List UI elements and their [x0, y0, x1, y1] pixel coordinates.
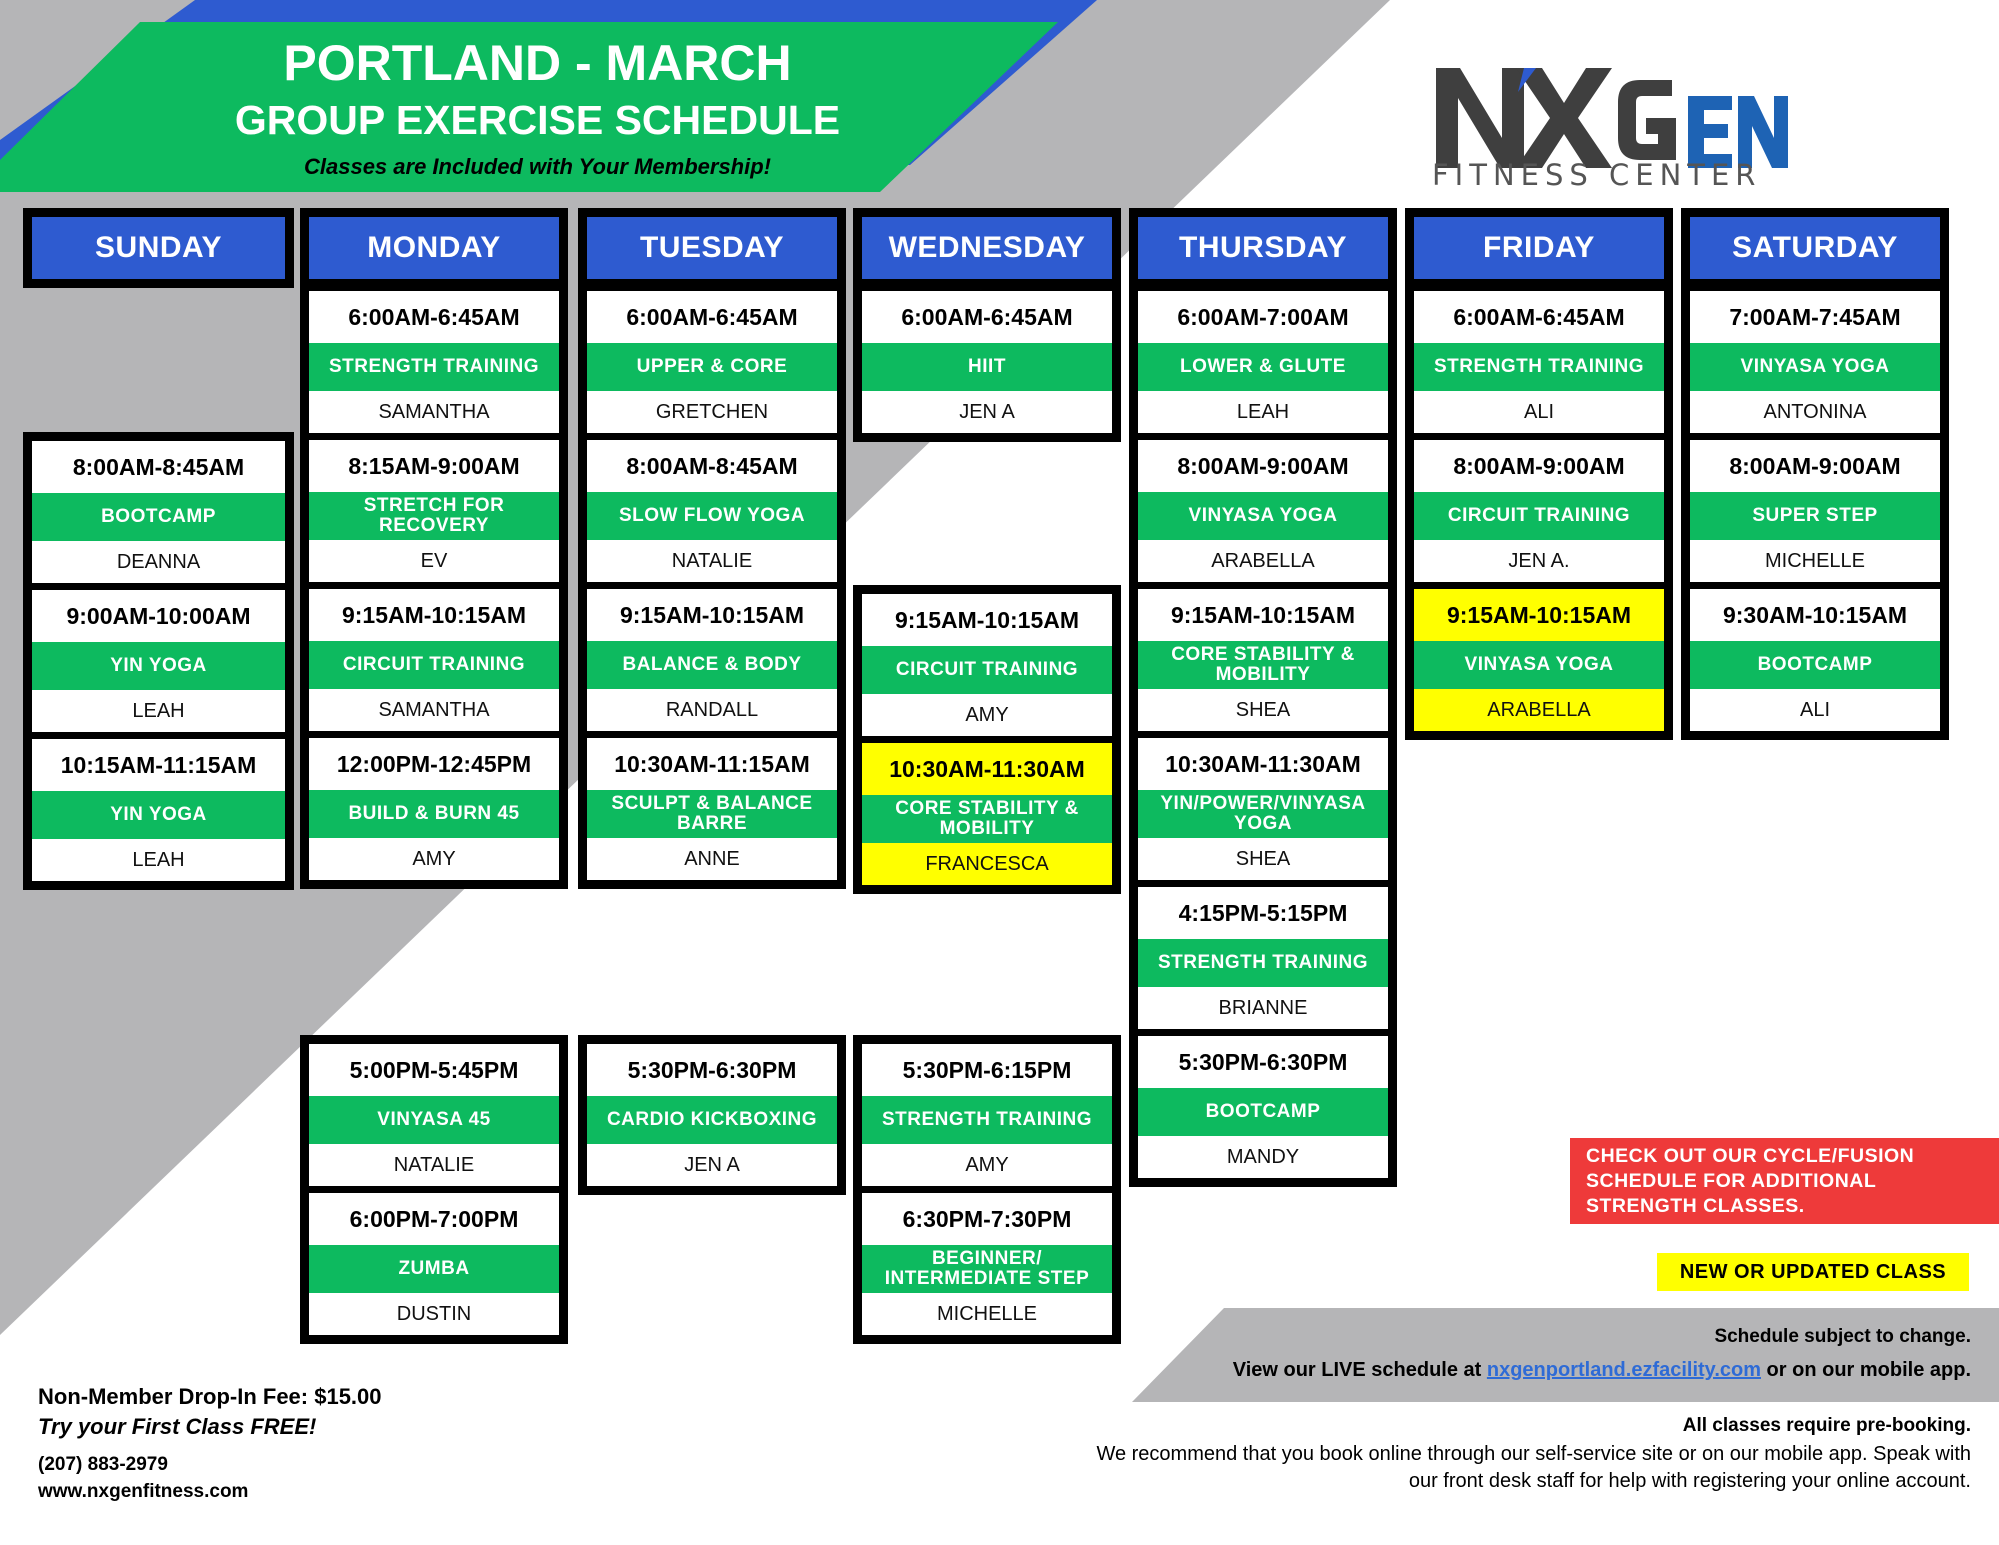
class-name: YIN YOGA: [32, 642, 285, 690]
class-instructor: BRIANNE: [1138, 987, 1388, 1029]
class-instructor: ANNE: [587, 838, 837, 880]
class-name: YIN YOGA: [32, 791, 285, 839]
class-time: 9:15AM-10:15AM: [1138, 589, 1388, 641]
class-slot[interactable]: [32, 441, 285, 583]
class-slot[interactable]: [309, 433, 559, 582]
class-time: 8:15AM-9:00AM: [309, 440, 559, 492]
class-slot[interactable]: [587, 433, 837, 582]
class-slot[interactable]: [1690, 291, 1940, 433]
class-instructor: LEAH: [32, 690, 285, 732]
class-name: VINYASA YOGA: [1414, 641, 1664, 689]
class-name: SUPER STEP: [1690, 492, 1940, 540]
class-time: 9:00AM-10:00AM: [32, 590, 285, 642]
class-slot[interactable]: [587, 1044, 837, 1186]
class-time: 5:30PM-6:30PM: [587, 1044, 837, 1096]
class-time: 5:00PM-5:45PM: [309, 1044, 559, 1096]
class-slot[interactable]: [1138, 433, 1388, 582]
class-instructor: AMY: [309, 838, 559, 880]
class-instructor: EV: [309, 540, 559, 582]
class-name: ZUMBA: [309, 1245, 559, 1293]
class-slot[interactable]: [1414, 582, 1664, 731]
class-time: 5:30PM-6:15PM: [862, 1044, 1112, 1096]
logo-subtitle: FITNESS CENTER: [1432, 158, 1762, 192]
class-instructor: MICHELLE: [1690, 540, 1940, 582]
class-instructor: SAMANTHA: [309, 391, 559, 433]
schedule-block: [300, 1035, 568, 1344]
class-time: 7:00AM-7:45AM: [1690, 291, 1940, 343]
page-tagline: Classes are Included with Your Membership!: [303, 154, 772, 179]
class-instructor: SAMANTHA: [309, 689, 559, 731]
schedule-block: [1681, 282, 1949, 740]
class-slot[interactable]: [309, 1044, 559, 1186]
class-slot[interactable]: [309, 731, 559, 880]
class-name: BALANCE & BODY: [587, 641, 837, 689]
class-name: BOOTCAMP: [1138, 1088, 1388, 1136]
class-instructor: RANDALL: [587, 689, 837, 731]
class-time: 10:15AM-11:15AM: [32, 739, 285, 791]
class-instructor: NATALIE: [309, 1144, 559, 1186]
day-header-thursday: THURSDAY: [1129, 208, 1397, 288]
class-slot[interactable]: [1414, 291, 1664, 433]
schedule-block: [1129, 282, 1397, 1187]
class-slot[interactable]: [32, 583, 285, 732]
class-instructor: LEAH: [32, 839, 285, 881]
class-slot[interactable]: [1138, 582, 1388, 731]
class-instructor: DEANNA: [32, 541, 285, 583]
dropin-fee: Non-Member Drop-In Fee: $15.00: [38, 1384, 382, 1409]
class-slot[interactable]: [32, 732, 285, 881]
cycle-fusion-callout: CHECK OUT OUR CYCLE/FUSION SCHEDULE FOR ADDITIONAL STRENGTH CLASSES.: [1570, 1138, 1999, 1224]
class-slot[interactable]: [309, 582, 559, 731]
class-name: VINYASA YOGA: [1690, 343, 1940, 391]
class-name: CIRCUIT TRAINING: [309, 641, 559, 689]
class-time: 9:15AM-10:15AM: [862, 594, 1112, 646]
class-name: STRENGTH TRAINING: [862, 1096, 1112, 1144]
class-instructor: SHEA: [1138, 838, 1388, 880]
class-name: STRENGTH TRAINING: [1414, 343, 1664, 391]
class-slot[interactable]: [1690, 433, 1940, 582]
class-time: 6:30PM-7:30PM: [862, 1193, 1112, 1245]
class-instructor: GRETCHEN: [587, 391, 837, 433]
class-name: CORE STABILITY & MOBILITY: [1138, 641, 1388, 689]
class-name: BUILD & BURN 45: [309, 790, 559, 838]
class-name: CORE STABILITY & MOBILITY: [862, 795, 1112, 843]
day-header-sunday: SUNDAY: [23, 208, 294, 288]
website: www.nxgenfitness.com: [38, 1481, 249, 1502]
class-slot[interactable]: [1138, 291, 1388, 433]
class-instructor: ALI: [1690, 689, 1940, 731]
day-header-saturday: SATURDAY: [1681, 208, 1949, 288]
class-time: 9:15AM-10:15AM: [587, 589, 837, 641]
class-slot[interactable]: [862, 736, 1112, 885]
class-time: 5:30PM-6:30PM: [1138, 1036, 1388, 1088]
class-time: 4:15PM-5:15PM: [1138, 887, 1388, 939]
class-slot[interactable]: [1138, 1029, 1388, 1178]
class-name: UPPER & CORE: [587, 343, 837, 391]
class-slot[interactable]: [309, 1186, 559, 1335]
class-time: 10:30AM-11:30AM: [1138, 738, 1388, 790]
class-name: VINYASA YOGA: [1138, 492, 1388, 540]
class-time: 8:00AM-8:45AM: [587, 440, 837, 492]
first-class-free: Try your First Class FREE!: [38, 1414, 317, 1439]
class-time: 10:30AM-11:30AM: [862, 743, 1112, 795]
class-time: 9:15AM-10:15AM: [1414, 589, 1664, 641]
class-slot[interactable]: [862, 594, 1112, 736]
class-time: 9:30AM-10:15AM: [1690, 589, 1940, 641]
class-name: CIRCUIT TRAINING: [1414, 492, 1664, 540]
class-slot[interactable]: [587, 291, 837, 433]
class-time: 6:00AM-7:00AM: [1138, 291, 1388, 343]
class-instructor: FRANCESCA: [862, 843, 1112, 885]
class-time: 6:00AM-6:45AM: [587, 291, 837, 343]
class-slot[interactable]: [1690, 582, 1940, 731]
class-time: 8:00AM-9:00AM: [1690, 440, 1940, 492]
class-instructor: JEN A.: [1414, 540, 1664, 582]
schedule-block: [578, 282, 846, 889]
class-name: SCULPT & BALANCE BARRE: [587, 790, 837, 838]
class-instructor: ARABELLA: [1138, 540, 1388, 582]
class-instructor: ARABELLA: [1414, 689, 1664, 731]
class-slot[interactable]: [309, 291, 559, 433]
class-name: VINYASA 45: [309, 1096, 559, 1144]
page-subtitle: GROUP EXERCISE SCHEDULE: [234, 97, 841, 143]
day-header-wednesday: WEDNESDAY: [853, 208, 1121, 288]
class-instructor: MANDY: [1138, 1136, 1388, 1178]
booking-recommendation: We recommend that you book online through our self-service site or on our mobile app. Speak with our front desk staff for help with registering your online account.: [1096, 1443, 1971, 1492]
day-header-friday: FRIDAY: [1405, 208, 1673, 288]
class-instructor: ANTONINA: [1690, 391, 1940, 433]
page-title: PORTLAND - MARCH: [283, 35, 792, 91]
schedule-block: [300, 282, 568, 889]
class-slot[interactable]: [1138, 731, 1388, 880]
class-instructor: ALI: [1414, 391, 1664, 433]
class-time: 6:00PM-7:00PM: [309, 1193, 559, 1245]
day-header-monday: MONDAY: [300, 208, 568, 288]
class-name: LOWER & GLUTE: [1138, 343, 1388, 391]
class-time: 8:00AM-9:00AM: [1414, 440, 1664, 492]
class-slot[interactable]: [1138, 880, 1388, 1029]
schedule-block: [578, 1035, 846, 1195]
class-instructor: SHEA: [1138, 689, 1388, 731]
schedule-block: [23, 432, 294, 890]
class-instructor: DUSTIN: [309, 1293, 559, 1335]
live-schedule-note: View our LIVE schedule at nxgenportland.ezfacility.com or on our mobile app.: [1232, 1359, 1971, 1381]
schedule-block: [853, 282, 1121, 442]
class-name: STRENGTH TRAINING: [1138, 939, 1388, 987]
class-name: STRENGTH TRAINING: [309, 343, 559, 391]
class-instructor: JEN A: [862, 391, 1112, 433]
class-name: STRETCH FOR RECOVERY: [309, 492, 559, 540]
class-instructor: MICHELLE: [862, 1293, 1112, 1335]
class-slot[interactable]: [587, 731, 837, 880]
class-time: 8:00AM-8:45AM: [32, 441, 285, 493]
class-time: 6:00AM-6:45AM: [862, 291, 1112, 343]
class-slot[interactable]: [1414, 433, 1664, 582]
class-slot[interactable]: [862, 1186, 1112, 1335]
schedule-block: [853, 1035, 1121, 1344]
class-instructor: AMY: [862, 694, 1112, 736]
class-name: YIN/POWER/VINYASA YOGA: [1138, 790, 1388, 838]
class-instructor: NATALIE: [587, 540, 837, 582]
class-instructor: LEAH: [1138, 391, 1388, 433]
day-header-tuesday: TUESDAY: [578, 208, 846, 288]
gray-notes-band: [1132, 1308, 1999, 1402]
class-name: BOOTCAMP: [32, 493, 285, 541]
class-time: 10:30AM-11:15AM: [587, 738, 837, 790]
class-name: CIRCUIT TRAINING: [862, 646, 1112, 694]
class-name: SLOW FLOW YOGA: [587, 492, 837, 540]
schedule-change-note: Schedule subject to change.: [1714, 1326, 1971, 1347]
class-name: BEGINNER/ INTERMEDIATE STEP: [862, 1245, 1112, 1293]
class-name: HIIT: [862, 343, 1112, 391]
class-time: 6:00AM-6:45AM: [309, 291, 559, 343]
phone-number: (207) 883-2979: [38, 1454, 168, 1475]
class-instructor: AMY: [862, 1144, 1112, 1186]
class-time: 8:00AM-9:00AM: [1138, 440, 1388, 492]
class-name: BOOTCAMP: [1690, 641, 1940, 689]
class-time: 9:15AM-10:15AM: [309, 589, 559, 641]
new-class-legend: NEW OR UPDATED CLASS: [1657, 1253, 1969, 1291]
class-instructor: JEN A: [587, 1144, 837, 1186]
live-schedule-link[interactable]: nxgenportland.ezfacility.com: [1486, 1359, 1761, 1381]
prebook-note: All classes require pre-booking.: [1682, 1415, 1971, 1436]
class-time: 6:00AM-6:45AM: [1414, 291, 1664, 343]
class-slot[interactable]: [862, 1044, 1112, 1186]
class-time: 12:00PM-12:45PM: [309, 738, 559, 790]
schedule-block: [1405, 282, 1673, 740]
class-name: CARDIO KICKBOXING: [587, 1096, 837, 1144]
schedule-block: [853, 585, 1121, 894]
class-slot[interactable]: [862, 291, 1112, 433]
class-slot[interactable]: [587, 582, 837, 731]
